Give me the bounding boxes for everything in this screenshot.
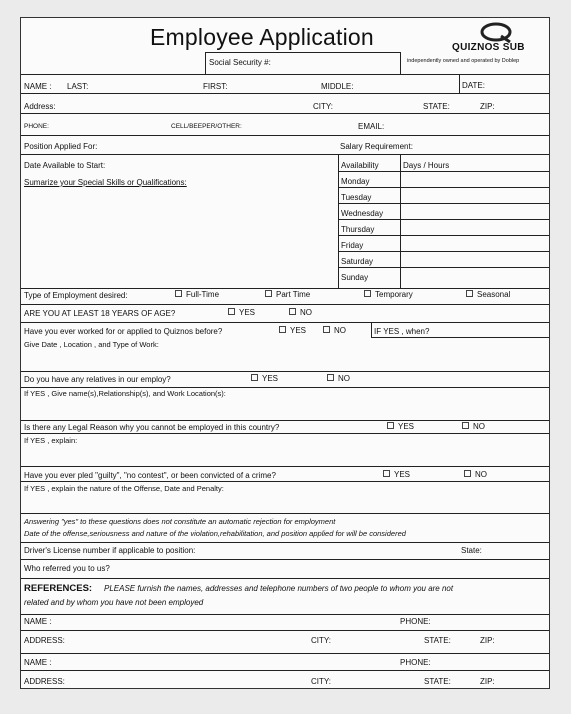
legal-question: Is there any Legal Reason why you cannot be employed in this country? <box>24 423 280 432</box>
seasonal-checkbox[interactable]: Seasonal <box>466 290 510 300</box>
worked-when-field[interactable]: IF YES , when? <box>374 327 430 336</box>
worked-no-checkbox[interactable]: NO <box>323 326 346 336</box>
legal-yes-checkbox[interactable]: YES <box>387 422 414 432</box>
checkbox-icon <box>466 290 473 297</box>
checkbox-icon <box>464 470 471 477</box>
crime-no-checkbox[interactable]: NO <box>464 470 487 480</box>
worked-detail-field[interactable]: Give Date , Location , and Type of Work: <box>24 340 159 349</box>
ref1-name-field[interactable]: NAME : <box>24 617 52 626</box>
full-time-checkbox[interactable]: Full-Time <box>175 290 219 300</box>
quiznos-logo-icon <box>477 22 515 44</box>
city-field[interactable]: CITY: <box>313 102 334 111</box>
checkbox-icon <box>251 374 258 381</box>
logo-text: QUIZNOS SUB <box>452 42 525 53</box>
relatives-question: Do you have any relatives in our employ? <box>24 375 171 384</box>
availability-label: Availability <box>341 161 379 170</box>
age-question: ARE YOU AT LEAST 18 YEARS OF AGE? <box>24 309 176 318</box>
worked-question: Have you ever worked for or applied to Quiznos before? <box>24 327 223 336</box>
age-no-checkbox[interactable]: NO <box>289 308 312 318</box>
checkbox-icon <box>289 308 296 315</box>
skills-field[interactable]: Sumarize your Special Skills or Qualifications: <box>24 178 187 187</box>
zip-field[interactable]: ZIP: <box>480 102 495 111</box>
ref1-state-field[interactable]: STATE: <box>424 636 451 645</box>
relatives-yes-checkbox[interactable]: YES <box>251 374 278 384</box>
day-sunday: Sunday <box>341 273 369 282</box>
checkbox-icon <box>387 422 394 429</box>
checkbox-icon <box>279 326 286 333</box>
day-friday: Friday <box>341 241 364 250</box>
date-available-field[interactable]: Date Available to Start: <box>24 161 106 170</box>
cell-field[interactable]: CELL/BEEPER/OTHER: <box>171 123 242 130</box>
checkbox-icon <box>462 422 469 429</box>
relatives-no-checkbox[interactable]: NO <box>327 374 350 384</box>
name-label: NAME : <box>24 82 52 91</box>
checkbox-icon <box>327 374 334 381</box>
ref1-phone-field[interactable]: PHONE: <box>400 617 431 626</box>
first-name-field[interactable]: FIRST: <box>203 82 228 91</box>
state-field[interactable]: STATE: <box>423 102 450 111</box>
days-hours-label: Days / Hours <box>403 161 450 170</box>
note-line-2: Date of the offense,seriousness and nature of the violation,rehabilitation, and position applied for will be considered <box>24 529 406 538</box>
day-tuesday: Tuesday <box>341 193 372 202</box>
logo-tagline: independently owned and operated by Doblep <box>407 58 520 64</box>
note-line-1: Answering "yes" to these questions does not constitute an automatic rejection for employment <box>24 517 336 526</box>
legal-no-checkbox[interactable]: NO <box>462 422 485 432</box>
day-saturday: Saturday <box>341 257 374 266</box>
ref2-state-field[interactable]: STATE: <box>424 677 451 686</box>
salary-field[interactable]: Salary Requirement: <box>340 142 413 151</box>
day-wednesday: Wednesday <box>341 209 384 218</box>
legal-detail-field[interactable]: If YES , explain: <box>24 436 78 445</box>
worked-yes-checkbox[interactable]: YES <box>279 326 306 336</box>
ref1-address-field[interactable]: ADDRESS: <box>24 636 65 645</box>
license-state-field[interactable]: State: <box>461 546 482 555</box>
ssn-label: Social Security #: <box>209 58 271 67</box>
ref2-address-field[interactable]: ADDRESS: <box>24 677 65 686</box>
address-field[interactable]: Address: <box>24 102 56 111</box>
ref2-phone-field[interactable]: PHONE: <box>400 658 431 667</box>
part-time-checkbox[interactable]: Part Time <box>265 290 310 300</box>
checkbox-icon <box>175 290 182 297</box>
checkbox-icon <box>383 470 390 477</box>
ref1-city-field[interactable]: CITY: <box>311 636 332 645</box>
crime-detail-field[interactable]: If YES , explain the nature of the Offense, Date and Penalty: <box>24 484 224 493</box>
ref2-city-field[interactable]: CITY: <box>311 677 332 686</box>
email-field[interactable]: EMAIL: <box>358 122 385 131</box>
ref2-name-field[interactable]: NAME : <box>24 658 52 667</box>
references-heading: REFERENCES: <box>24 583 93 594</box>
relatives-detail-field[interactable]: If YES , Give name(s),Relationship(s), and Work Location(s): <box>24 389 226 398</box>
references-instructions-1: PLEASE furnish the names, addresses and telephone numbers of two people to whom you are not <box>104 584 454 593</box>
position-applied-field[interactable]: Position Applied For: <box>24 142 98 151</box>
employment-type-label: Type of Employment desired: <box>24 291 128 300</box>
references-instructions-2: related and by whom you have not been employed <box>24 598 204 607</box>
referred-field[interactable]: Who referred you to us? <box>24 564 110 573</box>
license-field[interactable]: Driver's License number if applicable to position: <box>24 546 196 555</box>
temporary-checkbox[interactable]: Temporary <box>364 290 413 300</box>
checkbox-icon <box>364 290 371 297</box>
checkbox-icon <box>323 326 330 333</box>
form-title: Employee Application <box>150 24 374 50</box>
checkbox-icon <box>265 290 272 297</box>
date-field[interactable]: DATE: <box>462 81 485 90</box>
phone-field[interactable]: PHONE: <box>24 123 49 130</box>
age-yes-checkbox[interactable]: YES <box>228 308 255 318</box>
ref2-zip-field[interactable]: ZIP: <box>480 677 495 686</box>
application-form <box>20 17 550 689</box>
day-monday: Monday <box>341 177 370 186</box>
checkbox-icon <box>228 308 235 315</box>
last-name-field[interactable]: LAST: <box>67 82 89 91</box>
ssn-box[interactable] <box>205 52 401 74</box>
day-thursday: Thursday <box>341 225 375 234</box>
ref1-zip-field[interactable]: ZIP: <box>480 636 495 645</box>
middle-name-field[interactable]: MIDDLE: <box>321 82 354 91</box>
crime-yes-checkbox[interactable]: YES <box>383 470 410 480</box>
crime-question: Have you ever pled "guilty", "no contest", or been convicted of a crime? <box>24 471 276 480</box>
